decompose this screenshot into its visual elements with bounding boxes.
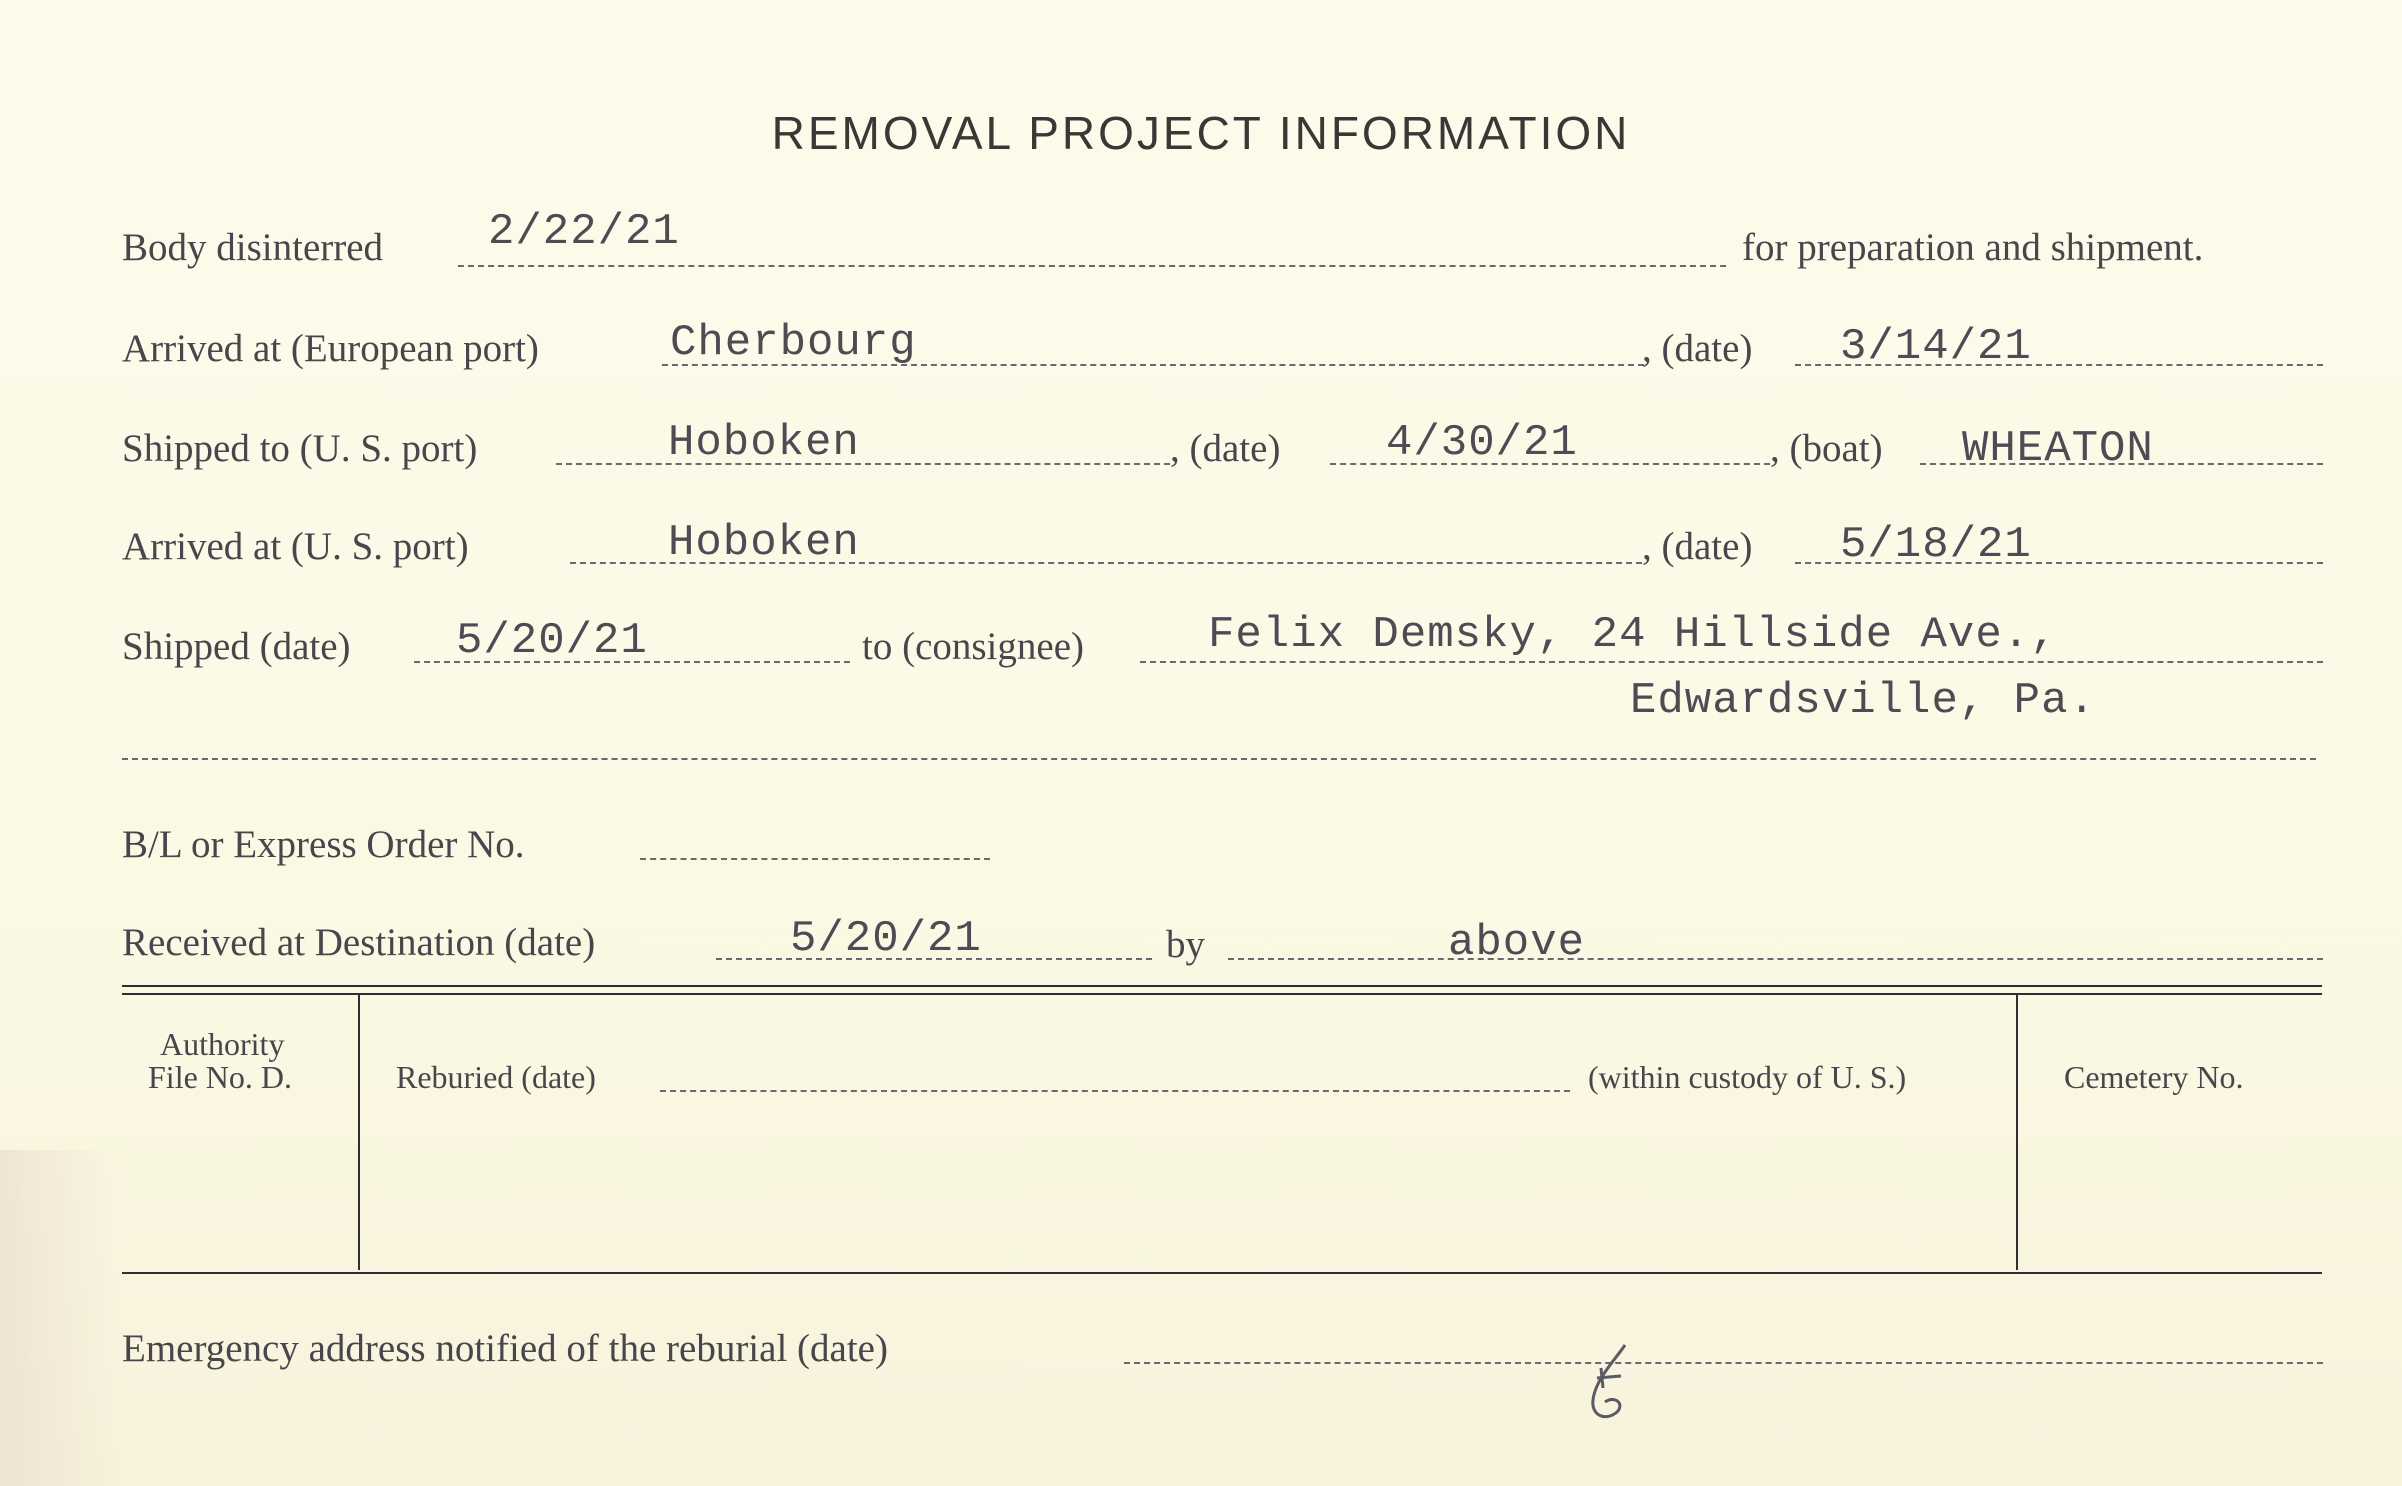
cemetery-label: Cemetery No.: [2064, 1059, 2244, 1095]
shipped-us-date-label: , (date): [1170, 427, 1281, 470]
disinterred-suffix: for preparation and shipment.: [1742, 226, 2204, 269]
bl-label: B/L or Express Order No.: [122, 823, 525, 866]
received-label: Received at Destination (date): [122, 921, 596, 964]
reburied-label: Reburied (date): [396, 1059, 596, 1095]
reburied-line: [660, 1090, 1570, 1092]
received-by-line: [1228, 958, 2323, 960]
european-port-value: Cherbourg: [670, 318, 917, 368]
shipped-us-boat: WHEATON: [1962, 424, 2154, 474]
arrived-us-label: Arrived at (U. S. port): [122, 525, 469, 568]
arrived-us-date-label: , (date): [1642, 525, 1753, 568]
table-top-rule: [122, 985, 2322, 987]
european-port-label: Arrived at (European port): [122, 327, 539, 370]
shipped-us-label: Shipped to (U. S. port): [122, 427, 478, 470]
shipped-us-port: Hoboken: [668, 418, 860, 468]
card-title: REMOVAL PROJECT INFORMATION: [771, 107, 1631, 159]
consignee-line: [1140, 661, 2323, 663]
handwritten-mark: [1575, 1340, 1645, 1430]
authority-line2: File No. D.: [148, 1059, 292, 1095]
arrived-us-port: Hoboken: [668, 518, 860, 568]
arrived-us-date: 5/18/21: [1840, 520, 2032, 570]
table-divider-right: [2016, 995, 2018, 1270]
disinterred-date: 2/22/21: [488, 207, 680, 257]
table-bottom-rule: [122, 1272, 2322, 1274]
shipped-date: 5/20/21: [456, 616, 648, 666]
emergency-line: [1124, 1362, 2323, 1364]
shipped-us-boat-label: , (boat): [1770, 427, 1883, 470]
shipped-us-date: 4/30/21: [1386, 418, 1578, 468]
bl-line: [640, 858, 990, 860]
shipped-date-label: Shipped (date): [122, 625, 351, 668]
authority-line1: Authority: [160, 1026, 285, 1062]
table-top-rule-2: [122, 993, 2322, 995]
disinterred-label: Body disinterred: [122, 226, 384, 269]
custody-label: (within custody of U. S.): [1588, 1059, 1907, 1095]
emergency-label: Emergency address notified of the reburial (date): [122, 1327, 888, 1370]
received-date: 5/20/21: [790, 914, 982, 964]
disinterred-line: [458, 265, 1726, 267]
european-port-date-label: , (date): [1642, 327, 1753, 370]
card-stain: [0, 1150, 120, 1486]
shipped-us-line: [556, 463, 1170, 465]
table-divider-left: [358, 995, 360, 1270]
received-by: above: [1448, 918, 1586, 968]
european-port-date: 3/14/21: [1840, 322, 2032, 372]
consignee-label: to (consignee): [862, 625, 1085, 668]
consignee-line1: Felix Demsky, 24 Hillside Ave.,: [1208, 610, 2058, 660]
consignee-continuation-line: [122, 758, 2316, 760]
consignee-line2: Edwardsville, Pa.: [1630, 676, 2096, 726]
received-by-label: by: [1166, 923, 1205, 966]
